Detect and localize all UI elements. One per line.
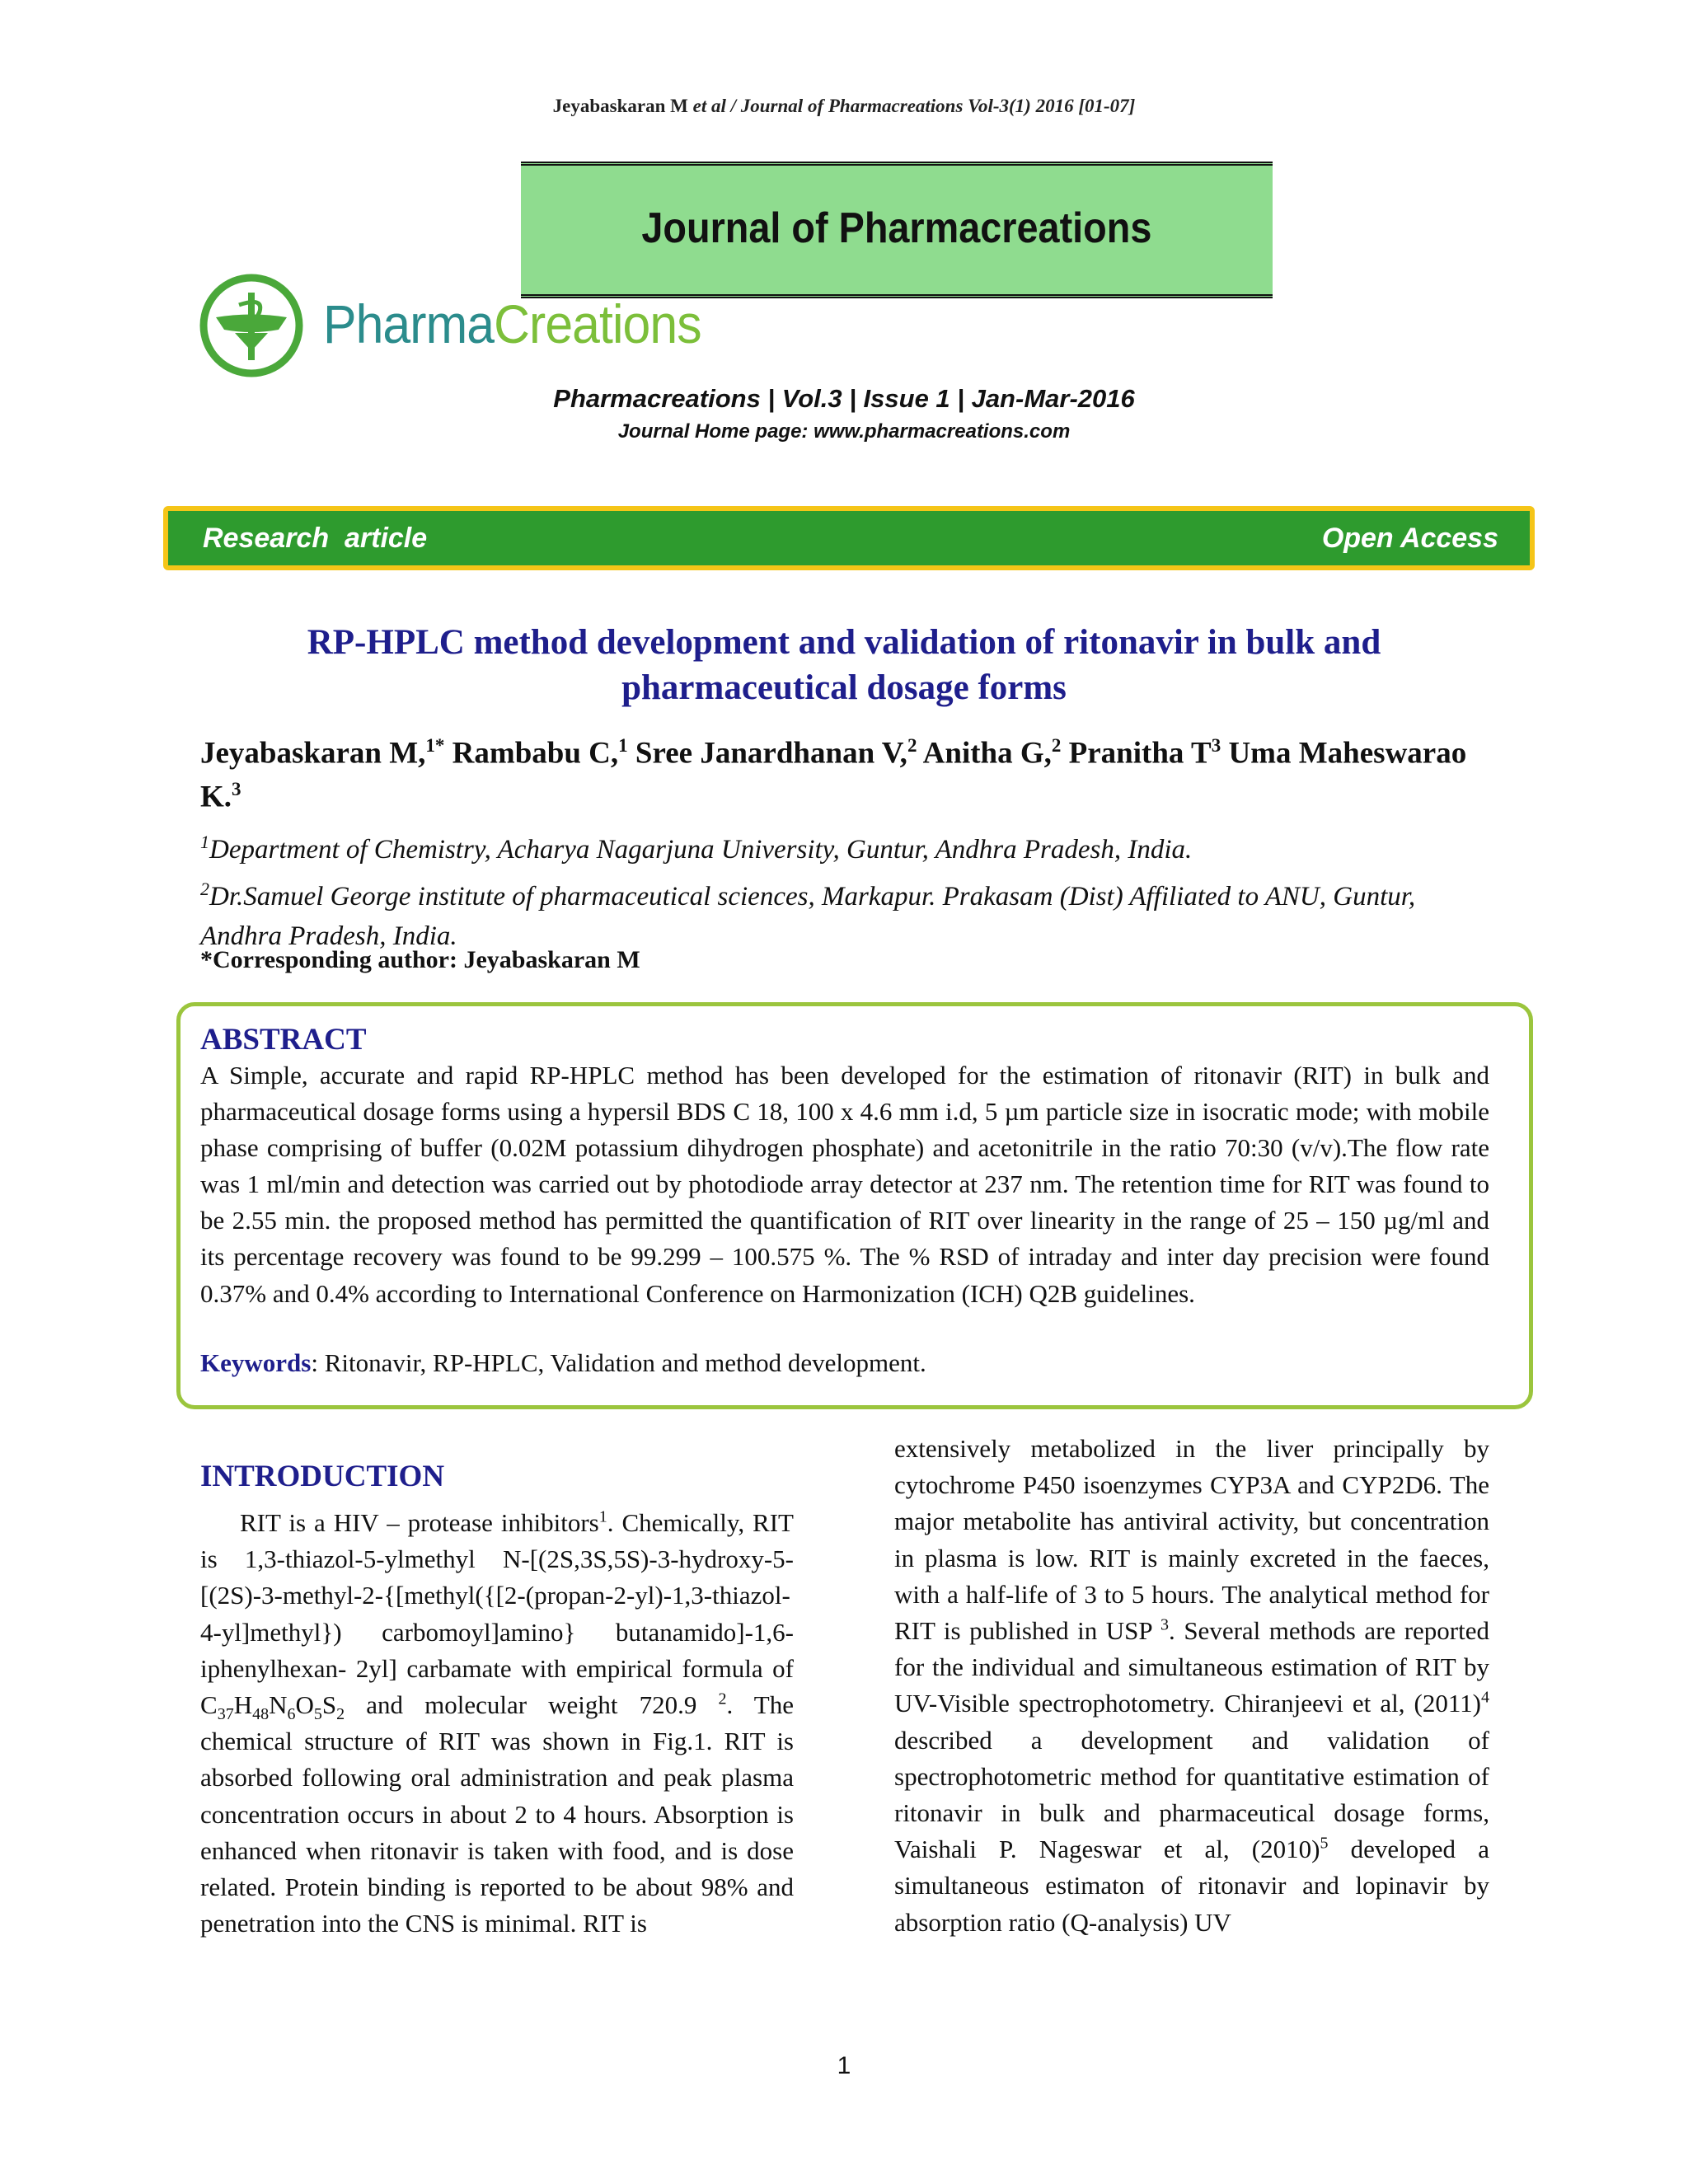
author-name: Anitha G, <box>917 736 1052 771</box>
author-name: Sree Janardhanan V, <box>627 736 907 771</box>
author-name: Rambabu C, <box>444 736 619 771</box>
abstract-text: A Simple, accurate and rapid RP-HPLC method has been developed for the estimation of ritonavir (RIT) in bulk and pharmaceutical dosage forms using a hypersil BDS C 18, 100 x 4.6 mm i.d, 5 µm particle size in isocratic mode; with mobile phase comprising of buffer (0.02M potassium dihydrogen phosphate) and acetonitrile in the ratio 70:30 (v/v).The flow rate was 1 ml/min and detection was carried out by photodiode array detector at 237 nm. The retention time for RIT was found to be 2.55 min. the proposed method has permitted the quantification of RIT over linearity in the range of 25 – 150 µg/ml and its percentage recovery was found to be 99.299 – 100.575 %. The % RSD of intraday and inter day precision were found 0.37% and 0.4% according to International Conference on Harmonization (ICH) Q2B guidelines. <box>200 1061 1489 1308</box>
open-access-label: Open Access <box>1321 522 1498 554</box>
author-affiliation-mark: 1* <box>425 735 445 756</box>
paper-title <box>165 620 1523 710</box>
citation-ref: 1 <box>598 1507 607 1526</box>
article-type: Research article <box>203 522 428 554</box>
author-affiliation-mark: 3 <box>232 779 241 800</box>
author-name: Uma Maheswarao K. <box>200 736 1467 814</box>
pharmacreations-logo <box>323 293 701 354</box>
abstract-heading: ABSTRACT <box>200 1023 367 1057</box>
citation-ref: 2 <box>718 1690 727 1708</box>
affiliations <box>200 823 1494 956</box>
logo-word-creations: Creations <box>494 293 701 354</box>
caduceus-logo-icon <box>198 272 305 379</box>
citation-ref: 3 <box>1160 1615 1170 1634</box>
introduction-right-column: extensively metabolized in the liver principally by cytochrome P450 isoenzymes CYP3A and CYP2D6. The major metabolite has antiviral activity, but concentration in plasma is low. RIT is mainly excreted in the faeces, with a half-life of 3 to 5 hours. The analytical method for RIT is published in USP $^3$. Several methods are reported for the individual and simultaneous estimation of RIT by UV-Visible spectrophotometry. Chiranjeevi et al, $(2011)^4$ described a development and validation of spectrophotometric method for quantitative estimation of ritonavir in bulk and pharmaceutical dosage forms, Vaishali P. Nageswar et al, $(2010)^5$ developed a simultaneous estimaton of ritonavir and lopinavir by absorption ratio (Q-analysis) UV <box>894 1434 1490 1937</box>
running-header-journal: / Journal of Pharmacreations Vol-3(1) 2016 [01-07] <box>725 96 1136 116</box>
running-header-etal: et al <box>692 96 726 116</box>
author-affiliation-mark: 2 <box>1051 735 1062 756</box>
citation-ref: 4 <box>1481 1689 1489 1708</box>
keywords <box>200 1348 1489 1378</box>
keywords-label: Keywords <box>200 1348 312 1377</box>
logo-word-pharma: Pharma <box>323 293 495 354</box>
author-affiliation-mark: 3 <box>1211 735 1221 756</box>
issue-line: Pharmacreations | Vol.3 | Issue 1 | Jan-Mar-2016 <box>553 384 1135 413</box>
paper-title-line-2: pharmaceutical dosage forms <box>621 668 1067 707</box>
author-list <box>200 728 1503 816</box>
author-name: Jeyabaskaran M, <box>200 736 426 771</box>
introduction-heading: INTRODUCTION <box>200 1460 445 1493</box>
author-affiliation-mark: 2 <box>907 735 917 756</box>
corresponding-author: *Corresponding author: Jeyabaskaran M <box>200 946 640 973</box>
running-header <box>0 96 1688 117</box>
keywords-list: : Ritonavir, RP-HPLC, Validation and method development. <box>311 1348 926 1377</box>
running-header-author: Jeyabaskaran M <box>552 96 688 116</box>
introduction-left-column: RIT is a HIV – protease inhibitors$^1$. Chemically, RIT is 1,3-thiazol-5-ylmethyl N-[(2S,3S,5S)-3-hydroxy-5-[(2S)-3-methyl-2-{[methyl({[2-(propan-2-yl)-1,3-thiazol-4-yl]methyl}) carbomoyl]amino} butanamido]-1,6- iphenylhexan- 2yl] carbamate with empirical formula of $C_{37}H_{48}N_6O_5S_2$ and molecular weight 720.9 $^2$. The chemical structure of RIT was shown in Fig.1. RIT is absorbed following oral administration and peak plasma concentration occurs in about 2 to 4 hours. Absorption is enhanced when ritonavir is taken with food, and is dose related. Protein binding is reported to be about 98% and penetration into the CNS is minimal. RIT is <box>200 1507 794 1938</box>
page-number: 1 <box>837 2052 851 2079</box>
journal-home-page: Journal Home page: www.pharmacreations.com <box>617 420 1071 443</box>
affiliation-2: $^2$Dr.Samuel George institute of pharmaceutical sciences, Markapur. Prakasam (Dist) Affiliated to ANU, Guntur, Andhra Pradesh, India. <box>200 879 1416 951</box>
author-affiliation-mark: 1 <box>618 735 628 756</box>
affiliation-1: $^1$Department of Chemistry, Acharya Nagarjuna University, Guntur, Andhra Pradesh, India. <box>200 832 1193 865</box>
citation-ref: 5 <box>1320 1834 1329 1853</box>
journal-banner <box>521 162 1273 298</box>
article-type-bar <box>163 506 1535 570</box>
journal-title: Journal of Pharmacreations <box>641 204 1152 252</box>
author-name: Pranitha T <box>1061 736 1212 771</box>
paper-title-line-1: RP-HPLC method development and validation of ritonavir in bulk and <box>307 623 1381 662</box>
